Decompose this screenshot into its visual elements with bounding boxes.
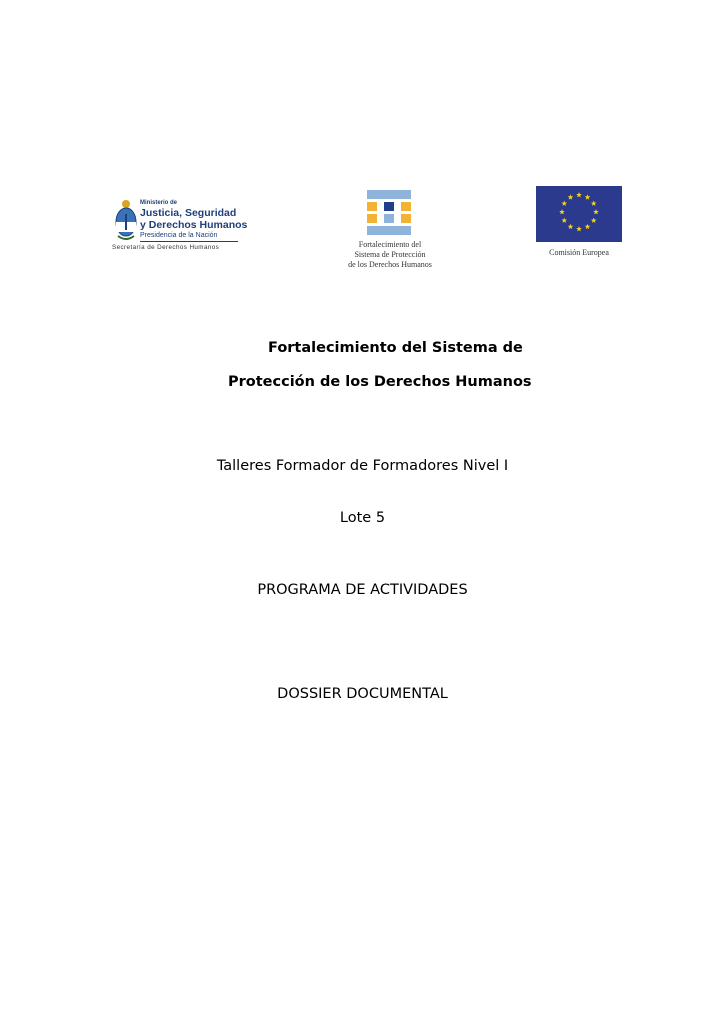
ministerio-divider [140,241,238,242]
ministerio-line-3: y Derechos Humanos [140,219,248,231]
ministerio-line-2: Justicia, Seguridad [140,207,237,219]
fortalecimiento-line-1: Fortalecimiento del [358,240,422,249]
ministerio-line-1: Ministerio de [140,200,178,206]
argentina-shield-icon [114,198,138,242]
document-title-line-2: Protección de los Derechos Humanos [228,374,532,390]
fortalecimiento-logo [335,190,445,272]
eu-flag-icon [536,186,622,242]
document-programa: PROGRAMA DE ACTIVIDADES [257,582,468,598]
ministerio-line-5: Secretaría de Derechos Humanos [112,244,220,251]
eu-logo [536,186,622,260]
document-subtitle: Talleres Formador de Formadores Nivel I [216,458,509,474]
document-lote: Lote 5 [339,510,386,526]
document-title-line-1: Fortalecimiento del Sistema de [268,340,523,356]
ministerio-logo [110,196,248,258]
fortalecimiento-line-3: de los Derechos Humanos [348,260,432,269]
fortalecimiento-line-2: Sistema de Protección [354,250,426,259]
ministerio-line-4: Presidencia de la Nación [140,232,218,239]
eu-caption: Comisión Europea [549,248,609,257]
fortalecimiento-grid-icon [367,190,411,236]
document-dossier: DOSSIER DOCUMENTAL [277,686,448,702]
